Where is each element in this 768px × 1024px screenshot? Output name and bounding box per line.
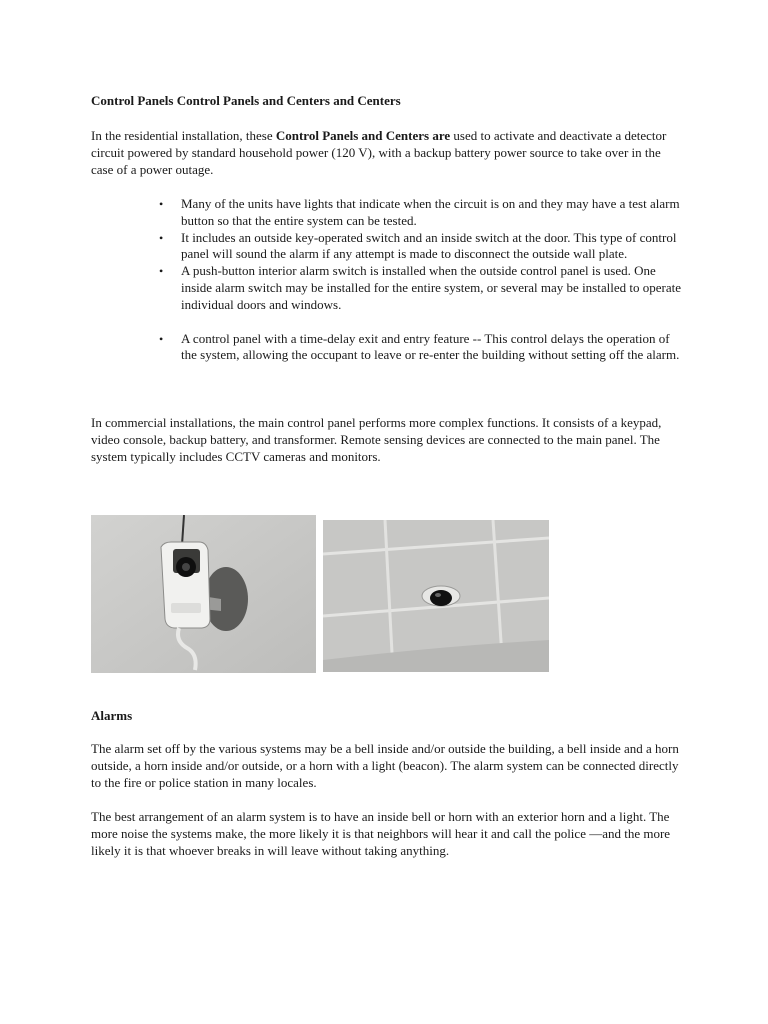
wall-camera-photo (91, 515, 316, 673)
bullet-text: It includes an outside key-operated switch and an inside switch at the door. This type of control panel will sound the alarm if any attempt is made to disconnect the outside wall plate. (181, 229, 677, 262)
intro-text-end: used to activate and deactivate a detector circuit powered by standard household power (120 V), with a backup battery power source to take over in the case of a power outage. (91, 128, 667, 177)
bullet-dot-icon: • (159, 264, 164, 279)
bullet-dot-icon: • (159, 197, 164, 211)
page-title: Control Panels Control Panels and Centers and Centers (91, 93, 401, 108)
intro-paragraph (91, 128, 683, 178)
intro-bold-term: Control Panels and Centers are (275, 128, 451, 143)
bullet-item (159, 330, 681, 365)
bullet-item (159, 229, 681, 264)
photo-row (91, 515, 549, 673)
alarms-heading: Alarms (91, 708, 133, 723)
feature-bullet-list (159, 196, 681, 364)
alarms-paragraph-1: The alarm set off by the various systems may be a bell inside and/or outside the building, a bell inside and a horn outside, a horn inside and/or outside, or a horn with a light (beacon). The alarm system can be connected directly to the fire or police station in many locales. (91, 741, 679, 790)
bullet-dot-icon: • (159, 331, 164, 346)
intro-text-start: In the residential installation, these (91, 128, 276, 143)
bullet-dot-icon: • (159, 230, 164, 245)
bullet-text: A control panel with a time-delay exit and entry feature -- This control delays the operation of the system, allowing the occupant to leave or re-enter the building without setting off the alarm. (181, 330, 680, 363)
bullet-text: A push-button interior alarm switch is installed when the outside control panel is used. One inside alarm switch may be installed for the entire system, or several may be installed to operate individual doors and windows. (181, 263, 681, 312)
ceiling-dome-camera-photo (323, 520, 549, 672)
bullet-text: Many of the units have lights that indicate when the circuit is on and they may have a test alarm button so that the entire system can be tested. (181, 196, 680, 228)
commercial-paragraph: In commercial installations, the main control panel performs more complex functions. It consists of a keypad, video console, backup battery, and transformer. Remote sensing devices are connected to the main panel. The system typically includes CCTV cameras and monitors. (91, 415, 662, 464)
bullet-item (159, 263, 681, 313)
alarms-paragraph-2: The best arrangement of an alarm system is to have an inside bell or horn with an exterior horn and a light. The more noise the systems make, the more likely it is that neighbors will hear it and call the police —and the more likely it is that whoever breaks in will leave without taking anything. (91, 809, 671, 858)
bullet-item (159, 196, 681, 230)
